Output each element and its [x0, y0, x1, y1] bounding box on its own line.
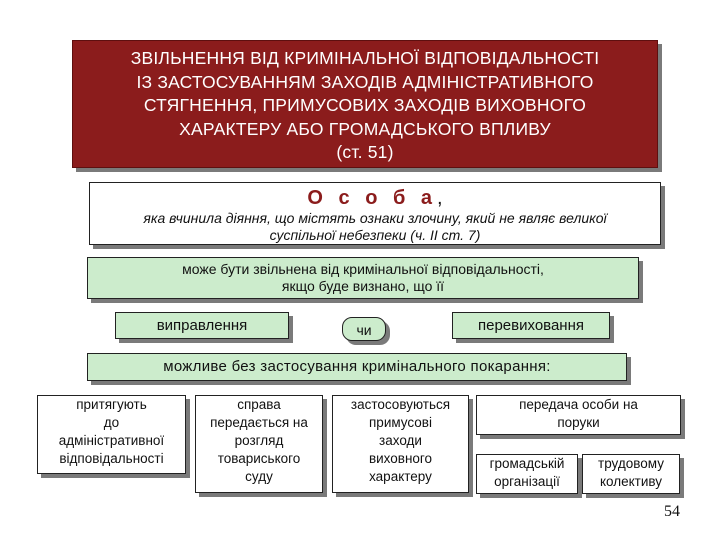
- measure-line: заходи: [379, 433, 422, 448]
- measure-line: товариського: [217, 451, 301, 466]
- correction-box: виправлення: [115, 312, 289, 339]
- title-line: ІЗ ЗАСТОСУВАННЯМ ЗАХОДІВ АДМІНІСТРАТИВНОГО: [136, 71, 594, 92]
- measure-line: розгляд: [234, 433, 284, 448]
- title-line: ХАРАКТЕРУ АБО ГРОМАДСЬКОГО ВПЛИВУ: [179, 118, 551, 139]
- measure-line: поруки: [557, 415, 600, 430]
- measure-line: застосовуються: [350, 397, 451, 412]
- labor-collective-box: [582, 454, 680, 494]
- comrades-court-box: [195, 395, 323, 493]
- measure-line: відповідальності: [59, 451, 164, 466]
- measure-line: виховного: [368, 451, 433, 466]
- admin-liability-box: [37, 395, 186, 474]
- bail-transfer-box: [476, 395, 681, 435]
- measure-line: організації: [494, 474, 560, 489]
- measure-line: трудовому: [598, 456, 664, 471]
- may-be-released-box: [87, 257, 639, 299]
- person-word: О с о б а: [307, 187, 438, 209]
- measure-line: колективу: [599, 474, 663, 489]
- person-description: [90, 210, 660, 244]
- educational-measures-box: [332, 395, 469, 493]
- person-heading: [90, 186, 660, 210]
- may-line: якщо буде визнано, що її: [281, 278, 445, 294]
- title-banner: [72, 40, 658, 168]
- person-desc-line: яка вчинила діяння, що містять ознаки злочину, який не являє великої: [143, 210, 607, 226]
- measure-line: справа: [237, 397, 281, 412]
- measure-line: громадській: [489, 456, 565, 471]
- person-comma: ,: [437, 187, 443, 209]
- measure-line: до: [103, 415, 120, 430]
- person-box: [89, 182, 661, 245]
- measure-line: адміністративної: [58, 433, 165, 448]
- person-desc-line: суспільної небезпеки (ч. ІІ ст. 7): [269, 227, 481, 243]
- measure-line: передача особи на: [519, 397, 638, 412]
- title-line: СТЯГНЕННЯ, ПРИМУСОВИХ ЗАХОДІВ ВИХОВНОГО: [143, 95, 587, 115]
- measure-line: характеру: [369, 469, 432, 484]
- measure-line: притягують: [76, 397, 147, 412]
- public-organization-box: [476, 454, 578, 494]
- measure-line: передається на: [210, 415, 308, 430]
- measure-line: примусові: [369, 415, 432, 430]
- may-line: може бути звільнена від кримінальної відповідальності,: [182, 261, 544, 277]
- title-line: ЗВІЛЬНЕННЯ ВІД КРИМІНАЛЬНОЇ ВІДПОВІДАЛЬНОСТІ: [130, 48, 600, 68]
- title-article: (ст. 51): [336, 142, 394, 162]
- possible-without-punishment-box: можливе без застосування кримінального покарання:: [87, 353, 627, 381]
- measure-line: суду: [245, 469, 273, 484]
- or-connector: чи: [342, 317, 386, 341]
- page-number: 54: [664, 503, 680, 520]
- reeducation-box: перевиховання: [452, 312, 610, 339]
